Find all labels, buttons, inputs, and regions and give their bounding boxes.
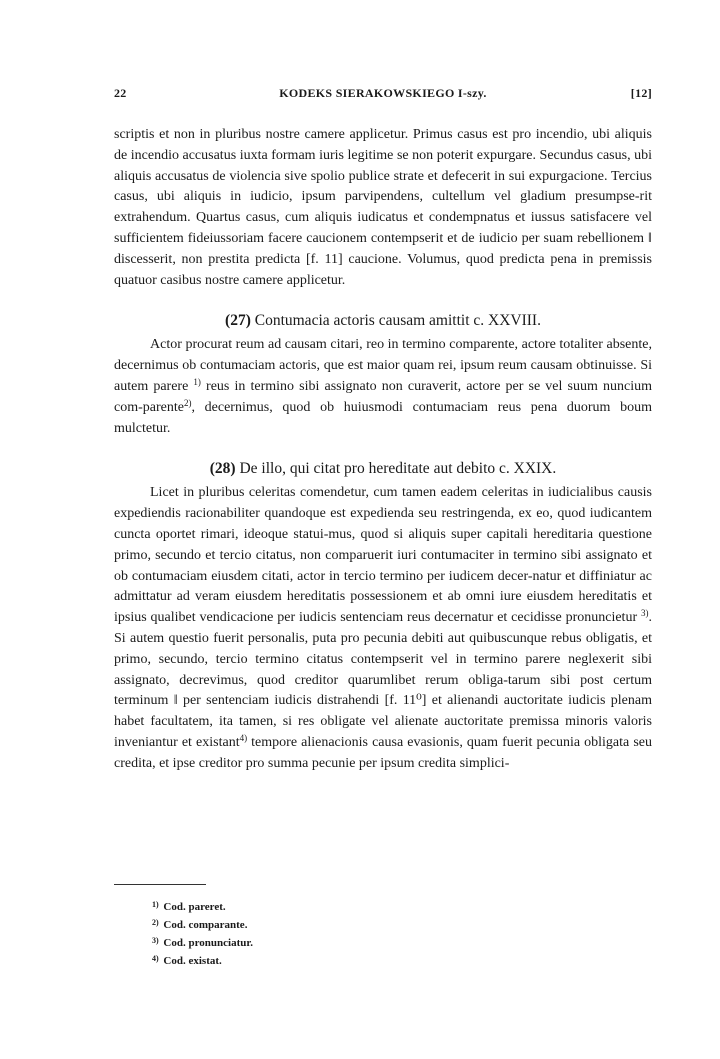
footnote-2: $^{2)}$ Cod. comparante. bbox=[152, 918, 248, 931]
folio-marker: [12] bbox=[630, 86, 652, 100]
main-text bbox=[114, 125, 652, 775]
section-heading-28: (28) De illo, qui citat pro hereditate aut debito c. XXIX. bbox=[209, 460, 557, 478]
footnote-4: $^{4)}$ Cod. existat. bbox=[152, 954, 222, 967]
running-header bbox=[114, 86, 652, 106]
paragraph-2: Actor procurat reum ad causam citari, reo in termino comparente, actore totaliter absente, decernimus ob contumaciam actoris, que est maior quam rei, ipsum reum causam obtinuisse. Si autem parere $^{1)}$ reus in termino sibi assignato non curaverit, actore per se vel suum nuncium com-parente$^{2)}$, decernimus, quod ob huiusmodi contumaciam reus pena duorum boum mulctetur. bbox=[114, 337, 652, 436]
paragraph-3: Licet in pluribus celeritas comendetur, cum tamen eadem celeritas in iudicialibus causis expediendis racionabiliter quandoque est expedienda seu restringenda, ex eo, quod iudicantem cuncta oportet rimari, ideoque statui-mus, quod si aliquis super capitali hereditaria questione primo, secundo et tercio citatus, non comparuerit iuri contumaciter in termino sibi assignato et ob contumaciam eiusdem citati, actor in tercio termino per iudicem decer-natur et diffiniatur ac admittatur ad veram eiusdem hereditatis possessionem et ab omni iure eiusdem hereditatis et ipsius qualibet vendicacione per iudicis sentenciam reus decernatur et cecidisse pronuncietur $^{3)}$. Si autem questio fuerit personalis, puta pro pecunia debiti aut quibuscunque rebus obligatis, et primo, secundo, tercio termino citatus contempserit vel in termino parere neglexerit sibi assignato, decrevimus, quod creditor quarumlibet rerum obliga-tarum sibi post certum terminum ‖ per sentenciam iudicis distrahendi [f. 11⁰] et alienandi auctoritate iudicis plenam habet facultatem, ita tamen, si res obligate vel alienate auctoritate premissa minoris valoris inveniantur et existant$^{4)}$ tempore alienacionis causa evasionis, quam fuerit pecunia obligata seu credita, et ipse creditor pro summa pecunie per ipsum credita simplici- bbox=[114, 485, 652, 771]
section-heading-27: (27) Contumacia actoris causam amittit c. XXVIII. bbox=[225, 312, 541, 330]
footnote-divider bbox=[114, 884, 206, 885]
footnotes bbox=[114, 884, 414, 969]
footnote-ref-3: 3) bbox=[641, 608, 649, 619]
paragraph-1: scriptis et non in pluribus nostre camere applicetur. Primus casus est pro incendio, ubi aliquis de incendio accusatus iuxta formam iuris legitime se non poterit expurgare. Secundus casus, ubi aliquis accusatus de violencia sive spolio publice strate et defecerit in sui expurgacione. Tercius casus, ubi aliquis in iudicio, ipsum parvipendens, cultellum vel gladium presumpse-rit extrahendum. Quartus casus, cum aliquis iudicatus et condempnatus et iussus satisfacere vel sufficientem fideiussoriam facere caucionem contempserit et de iudicio per suam rebellionem ‖ discesserit, non prestita predicta [f. 11] caucione. Volumus, quod predicta pena in premissis quatuor casibus nostre camere applicetur. bbox=[114, 127, 652, 288]
footnote-ref-4: 4) bbox=[239, 732, 248, 743]
running-title: KODEKS SIERAKOWSKIEGO I-szy. bbox=[279, 86, 487, 100]
footnote-3: $^{3)}$ Cod. pronunciatur. bbox=[152, 936, 253, 949]
footnote-1: $^{1)}$ Cod. pareret. bbox=[152, 900, 226, 913]
footnote-ref-2: 2) bbox=[183, 397, 192, 408]
page-number: 22 bbox=[114, 86, 127, 100]
footnote-ref-1: 1) bbox=[193, 376, 201, 387]
